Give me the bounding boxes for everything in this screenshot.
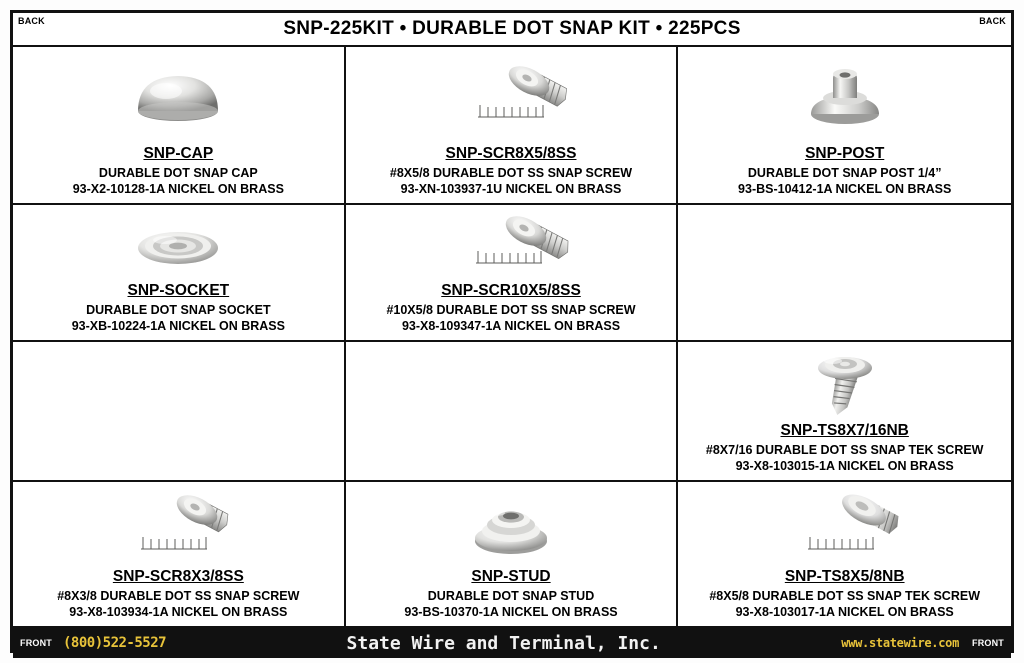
snap-tek-screw-icon [682,484,1007,568]
part-labels [350,145,673,199]
footer-website-link[interactable]: www.statewire.com [841,636,959,650]
part-code: 93-X8-109347-1A NICKEL ON BRASS [401,318,621,333]
part-name: SNP-TS8X5/8NB [784,567,905,585]
part-labels [17,568,340,622]
part-name: SNP-POST [805,144,885,162]
part-description: #8X5/8 DURABLE DOT SS SNAP TEK SCREW [709,588,980,603]
footer-company-name: State Wire and Terminal, Inc. [346,632,661,654]
part-cell-snp-scr8x3-8ss[interactable] [13,482,346,626]
part-name: SNP-SCR8X3/8SS [112,567,244,585]
card-footer [13,628,1011,658]
part-cell-snp-socket[interactable] [13,205,346,340]
part-description: #8X5/8 DURABLE DOT SS SNAP SCREW [389,165,633,180]
part-cell-empty-r3c1 [13,342,346,480]
part-cell-empty-r2c3 [678,205,1011,340]
card-header [13,13,1011,47]
snap-screw-icon [17,484,340,568]
snap-stud-icon [350,484,673,568]
part-cell-snp-cap[interactable] [13,47,346,203]
part-labels [17,282,340,336]
part-code: 93-BS-10412-1A NICKEL ON BRASS [738,181,952,196]
parts-grid [13,47,1011,628]
snap-cap-icon [17,49,340,145]
part-cell-snp-scr8x5-8ss[interactable] [346,47,679,203]
part-code: 93-XB-10224-1A NICKEL ON BRASS [71,318,285,333]
part-description: DURABLE DOT SNAP POST 1/4” [747,165,942,180]
parts-row [13,205,1011,342]
part-labels [682,145,1007,199]
part-name: SNP-CAP [143,144,214,162]
corner-tag-back-right: BACK [979,16,1006,26]
part-code: 93-X8-103934-1A NICKEL ON BRASS [69,604,288,619]
part-name: SNP-SOCKET [127,281,230,299]
snap-tek-screw-icon [682,344,1007,422]
snap-screw-icon [350,49,673,145]
corner-tag-front-right: FRONT [972,638,1004,648]
snap-screw-icon [350,207,673,282]
part-code: 93-BS-10370-1A NICKEL ON BRASS [404,604,618,619]
parts-row [13,47,1011,205]
part-labels [682,568,1007,622]
part-description: #8X7/16 DURABLE DOT SS SNAP TEK SCREW [705,442,984,457]
part-description: #8X3/8 DURABLE DOT SS SNAP SCREW [57,588,300,603]
part-name: SNP-SCR8X5/8SS [445,144,577,162]
snap-post-icon [682,49,1007,145]
part-cell-snp-ts8x5-8nb[interactable] [678,482,1011,626]
part-cell-snp-scr10x5-8ss[interactable] [346,205,679,340]
part-code: 93-X8-103017-1A NICKEL ON BRASS [735,604,954,619]
part-code: 93-X2-10128-1A NICKEL ON BRASS [72,181,284,196]
snap-socket-icon [17,207,340,282]
page-title: SNP-225KIT • DURABLE DOT SNAP KIT • 225PCS [283,18,741,39]
footer-phone[interactable]: (800)522-5527 [63,635,167,651]
part-description: DURABLE DOT SNAP CAP [98,165,258,180]
part-description: DURABLE DOT SNAP STUD [427,588,595,603]
part-description: #10X5/8 DURABLE DOT SS SNAP SCREW [386,302,636,317]
part-name: SNP-TS8X7/16NB [780,421,909,439]
part-name: SNP-STUD [471,567,551,585]
part-name: SNP-SCR10X5/8SS [441,281,581,299]
parts-row [13,482,1011,628]
part-labels [350,568,673,622]
part-code: 93-XN-103937-1U NICKEL ON BRASS [400,181,622,196]
parts-row [13,342,1011,482]
part-cell-empty-r3c2 [346,342,679,480]
part-description: DURABLE DOT SNAP SOCKET [86,302,271,317]
part-cell-snp-stud[interactable] [346,482,679,626]
corner-tag-front-left: FRONT [20,638,52,648]
part-cell-snp-ts8x7-16nb[interactable] [678,342,1011,480]
part-labels [350,282,673,336]
part-labels [682,422,1007,476]
part-code: 93-X8-103015-1A NICKEL ON BRASS [735,458,954,473]
part-cell-snp-post[interactable] [678,47,1011,203]
card-frame [10,10,1014,653]
corner-tag-back-left: BACK [18,16,45,26]
part-labels [17,145,340,199]
